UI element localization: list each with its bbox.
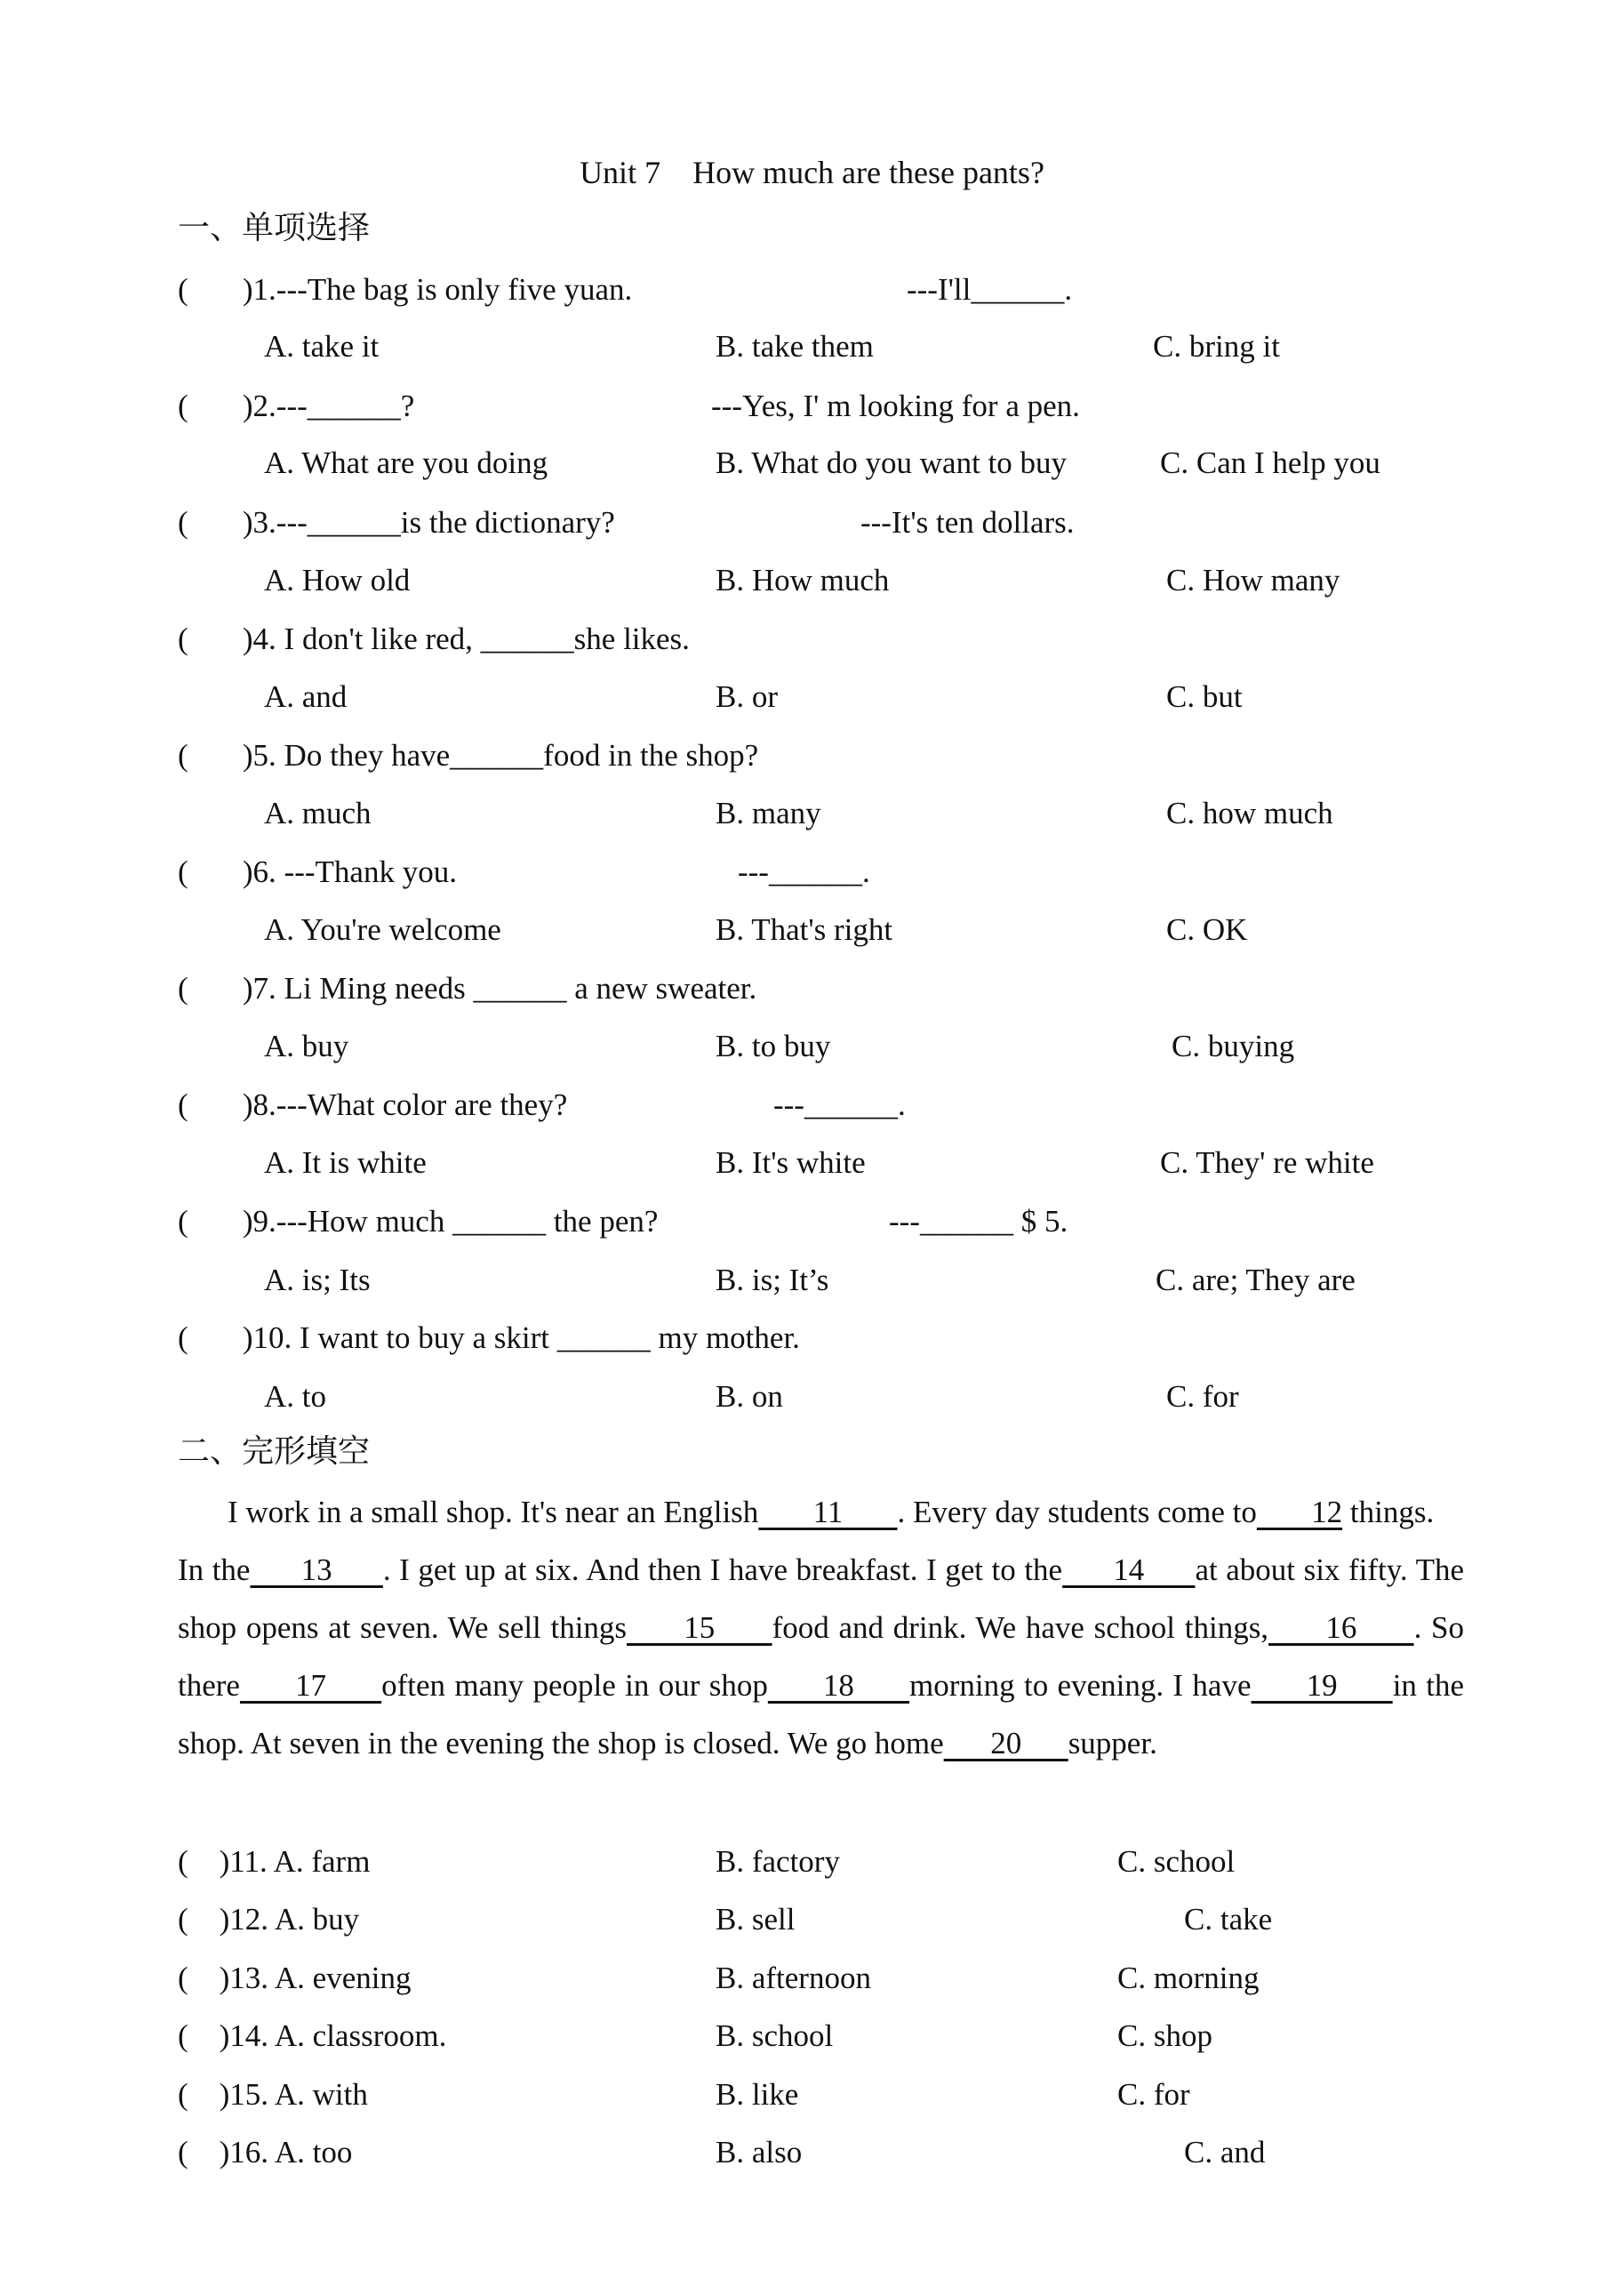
option-b: B. How much	[716, 563, 890, 598]
question-7-options	[0, 1027, 1624, 1066]
option-stem: ( )11. A. farm	[178, 1844, 371, 1879]
section-heading-cloze: 二、完形填空	[178, 1433, 371, 1470]
option-stem: ( )16. A. too	[178, 2135, 353, 2170]
option-b: B. What do you want to buy	[716, 445, 1068, 480]
question-reply: ---Yes, I' m looking for a pen.	[711, 389, 1080, 423]
question-4-options	[0, 678, 1624, 717]
question-9	[0, 1202, 1624, 1241]
cloze-option-11	[0, 1842, 1624, 1881]
option-a: A. to	[264, 1379, 326, 1414]
option-c: C. bring it	[1153, 329, 1280, 364]
option-c: C. for	[1117, 2077, 1190, 2112]
option-stem: ( )15. A. with	[178, 2077, 368, 2112]
option-c: C. shop	[1117, 2018, 1212, 2053]
question-stem: ( )4. I don't like red, ______she likes.	[178, 622, 690, 656]
option-c: C. take	[1184, 1902, 1273, 1937]
question-stem: ( )9.---How much ______ the pen?	[178, 1204, 659, 1239]
question-5-options	[0, 794, 1624, 833]
blank-15: 15	[627, 1610, 772, 1645]
cloze-option-16	[0, 2133, 1624, 2172]
blank-19: 19	[1251, 1668, 1393, 1703]
option-c: C. morning	[1117, 1961, 1260, 1995]
option-a: A. How old	[264, 563, 411, 598]
blank-11: 11	[758, 1495, 898, 1529]
question-4	[0, 620, 1624, 659]
question-9-options	[0, 1261, 1624, 1300]
option-c: C. How many	[1166, 563, 1340, 598]
option-b: B. to buy	[716, 1029, 831, 1063]
question-6-options	[0, 910, 1624, 950]
blank-18: 18	[767, 1668, 910, 1703]
question-stem: ( )8.---What color are they?	[178, 1087, 568, 1122]
option-b: B. many	[716, 796, 821, 830]
cloze-option-12	[0, 1900, 1624, 1939]
cloze-option-13	[0, 1959, 1624, 1998]
blank-20: 20	[943, 1726, 1068, 1761]
option-c: C. are; They are	[1156, 1263, 1356, 1297]
page-title: Unit 7 How much are these pants?	[580, 155, 1044, 190]
question-reply: ---______.	[773, 1087, 906, 1122]
question-7	[0, 969, 1624, 1008]
option-a: A. buy	[264, 1029, 349, 1063]
option-b: B. on	[716, 1379, 783, 1414]
option-b: B. or	[716, 679, 778, 714]
question-reply: ---______.	[738, 854, 870, 889]
question-2-options	[0, 444, 1624, 483]
option-a: A. You're welcome	[264, 912, 501, 947]
option-b: B. sell	[716, 1902, 796, 1937]
question-reply: ---It's ten dollars.	[860, 505, 1075, 540]
option-b: B. school	[716, 2018, 834, 2053]
option-b: B. take them	[716, 329, 874, 364]
option-a: A. take it	[264, 329, 380, 364]
cloze-option-14	[0, 2017, 1624, 2056]
option-c: C. and	[1184, 2135, 1266, 2170]
option-c: C. how much	[1166, 796, 1333, 830]
option-a: A. and	[264, 679, 348, 714]
option-c: C. buying	[1172, 1029, 1295, 1063]
question-3	[0, 503, 1624, 542]
question-6	[0, 853, 1624, 892]
cloze-option-15	[0, 2075, 1624, 2114]
section-heading-multiple-choice: 一、单项选择	[178, 210, 371, 246]
question-1-options	[0, 327, 1624, 366]
passage-paragraph-1: I work in a small shop. It's near an English 11 . Every day students come to 12 things.	[228, 1495, 1435, 1529]
question-5	[0, 736, 1624, 775]
blank-14: 14	[1062, 1552, 1196, 1587]
option-c: C. Can I help you	[1160, 445, 1380, 480]
option-b: B. It's white	[716, 1145, 866, 1180]
option-b: B. like	[716, 2077, 799, 2112]
option-c: C. but	[1166, 679, 1243, 714]
blank-13: 13	[250, 1552, 383, 1587]
question-stem: ( )5. Do they have______food in the shop?	[178, 738, 759, 773]
blank-12: 12	[1256, 1495, 1343, 1529]
blank-17: 17	[239, 1668, 382, 1703]
option-b: B. also	[716, 2135, 803, 2170]
option-c: C. They' re white	[1160, 1145, 1374, 1180]
option-c: C. school	[1117, 1844, 1236, 1879]
option-stem: ( )12. A. buy	[178, 1902, 360, 1937]
cloze-passage	[178, 1483, 1464, 1772]
option-c: C. OK	[1166, 912, 1248, 947]
question-stem: ( )7. Li Ming needs ______ a new sweater.	[178, 971, 757, 1006]
question-stem: ( )10. I want to buy a skirt ______ my mother.	[178, 1320, 800, 1355]
option-a: A. What are you doing	[264, 445, 548, 480]
question-10-options	[0, 1377, 1624, 1416]
option-a: A. much	[264, 796, 372, 830]
option-b: B. afternoon	[716, 1961, 871, 1995]
question-3-options	[0, 561, 1624, 600]
passage-paragraph-2: In the 13 . I get up at six. And then I have breakfast. I get to the 14 at about six fifty. The shop opens at seven. We sell things 15 food and drink. We have school things, 16 . So there 17 often many people in our shop 18 morning to evening. I have 19 in the shop. At seven in the evening the shop is closed. We go home 20 supper.	[178, 1552, 1465, 1761]
question-1	[0, 270, 1624, 309]
question-10	[0, 1319, 1624, 1358]
question-stem: ( )6. ---Thank you.	[178, 854, 457, 889]
option-c: C. for	[1166, 1379, 1239, 1414]
question-reply: ---______ $ 5.	[889, 1204, 1068, 1239]
question-stem: ( )1.---The bag is only five yuan.	[178, 272, 633, 307]
option-b: B. That's right	[716, 912, 893, 947]
blank-16: 16	[1268, 1610, 1414, 1645]
question-8	[0, 1086, 1624, 1125]
question-stem: ( )3.---______is the dictionary?	[178, 505, 615, 540]
option-b: B. factory	[716, 1844, 840, 1879]
option-stem: ( )14. A. classroom.	[178, 2018, 447, 2053]
question-reply: ---I'll______.	[907, 272, 1073, 307]
question-8-options	[0, 1143, 1624, 1183]
option-stem: ( )13. A. evening	[178, 1961, 412, 1995]
option-a: A. is; Its	[264, 1263, 371, 1297]
question-stem: ( )2.---______?	[178, 389, 415, 423]
option-b: B. is; It’s	[716, 1263, 829, 1297]
question-2	[0, 387, 1624, 426]
option-a: A. It is white	[264, 1145, 427, 1180]
